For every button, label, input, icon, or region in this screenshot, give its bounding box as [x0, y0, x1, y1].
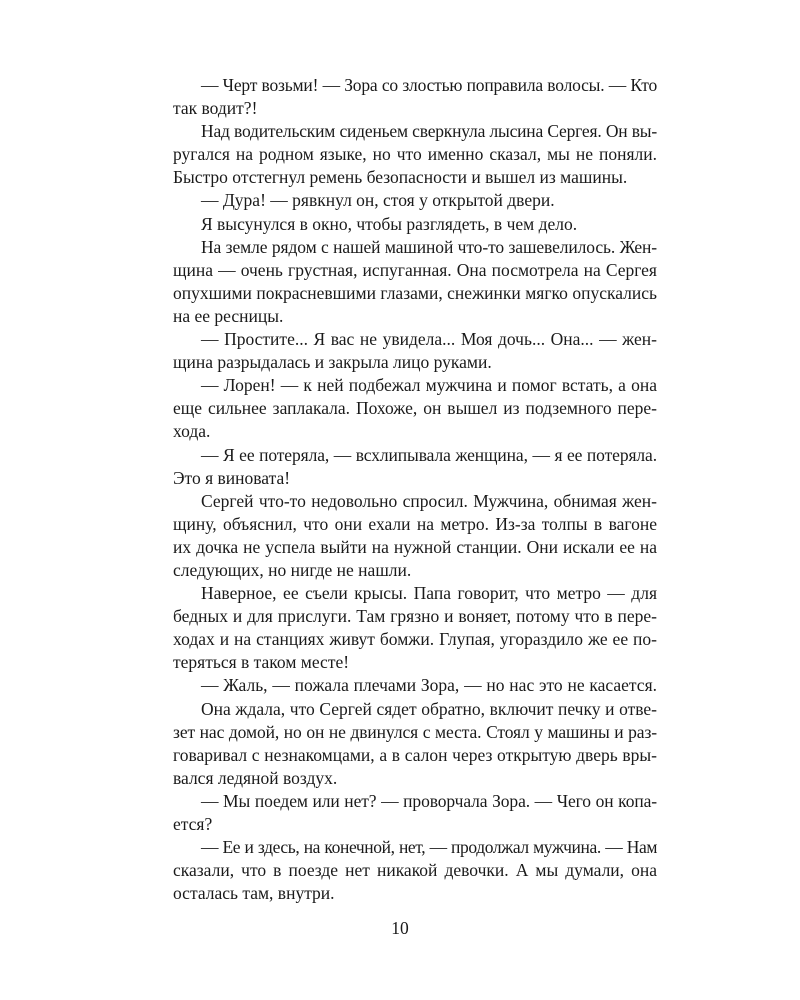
text-line: следующих, но нигде не нашли.: [173, 559, 412, 580]
text-line: ходах и на станциях живут бомжи. Глупая, угораздило же ее по-: [173, 629, 657, 650]
text-line: еще сильнее заплакала. Похоже, он вышел из подземного пере-: [173, 398, 657, 419]
text-line: бедных и для прислуги. Там грязно и воняет, потому что в пере-: [173, 606, 657, 627]
text-line: — Лорен! — к ней подбежал мужчина и помог встать, а она: [201, 375, 657, 396]
text-line: опухшими покрасневшими глазами, снежинки мягко опускались: [173, 282, 657, 303]
text-line: вался ледяной воздух.: [173, 767, 338, 788]
text-line: их дочка не успела выйти на нужной станции. Они искали ее на: [173, 536, 657, 557]
text-line: хода.: [173, 421, 211, 442]
text-line: ругался на родном языке, но что именно сказал, мы не поняли.: [173, 144, 657, 165]
text-line: щина — очень грустная, испуганная. Она посмотрела на Сергея: [173, 259, 657, 280]
text-line: — Жаль, — пожала плечами Зора, — но нас это не касается.: [201, 675, 657, 696]
text-line: — Я ее потеряла, — всхлипывала женщина, — я ее потеряла.: [201, 444, 657, 465]
text-line: Наверное, ее съели крысы. Папа говорит, что метро — для: [201, 583, 657, 604]
text-line: так водит?!: [173, 98, 258, 119]
text-line: Быстро отстегнул ремень безопасности и вышел из машины.: [173, 167, 628, 188]
text-line: Сергей что-то недовольно спросил. Мужчина, обнимая жен-: [201, 490, 657, 511]
text-line: теряться в таком месте!: [173, 652, 350, 673]
text-line: Это я виновата!: [173, 467, 291, 488]
text-line: — Простите... Я вас не увидела... Моя дочь... Она... — жен-: [201, 329, 657, 350]
body-text: [173, 74, 657, 905]
text-line: на ее ресницы.: [173, 305, 284, 326]
text-line: щину, объяснил, что они ехали на метро. Из-за толпы в вагоне: [173, 513, 657, 534]
text-line: зет нас домой, но он не двинулся с места. Стоял у машины и раз-: [173, 721, 657, 742]
text-line: — Мы поедем или нет? — проворчала Зора. — Чего он копа-: [201, 790, 657, 811]
text-line: говаривал с незнакомцами, а в салон через открытую дверь вры-: [173, 744, 657, 765]
text-line: щина разрыдалась и закрыла лицо руками.: [173, 352, 492, 373]
text-line: сказали, что в поезде нет никакой девочки. А мы думали, она: [173, 860, 657, 881]
text-line: Над водительским сиденьем сверкнула лысина Сергея. Он вы-: [201, 121, 657, 142]
text-line: На земле рядом с нашей машиной что-то зашевелилось. Жен-: [201, 236, 657, 257]
text-line: Я высунулся в окно, чтобы разглядеть, в чем дело.: [201, 213, 578, 234]
text-line: — Черт возьми! — Зора со злостью поправила волосы. — Кто: [201, 75, 657, 95]
text-line: — Ее и здесь, на конечной, нет, — продолжал мужчина. — Нам: [201, 837, 657, 858]
text-line: — Дура! — рявкнул он, стоя у открытой двери.: [201, 190, 555, 211]
text-line: осталась там, внутри.: [173, 883, 335, 904]
page-number: 10: [391, 918, 409, 938]
text-line: Она ждала, что Сергей сядет обратно, включит печку и отве-: [201, 698, 657, 719]
text-line: ется?: [173, 814, 213, 834]
